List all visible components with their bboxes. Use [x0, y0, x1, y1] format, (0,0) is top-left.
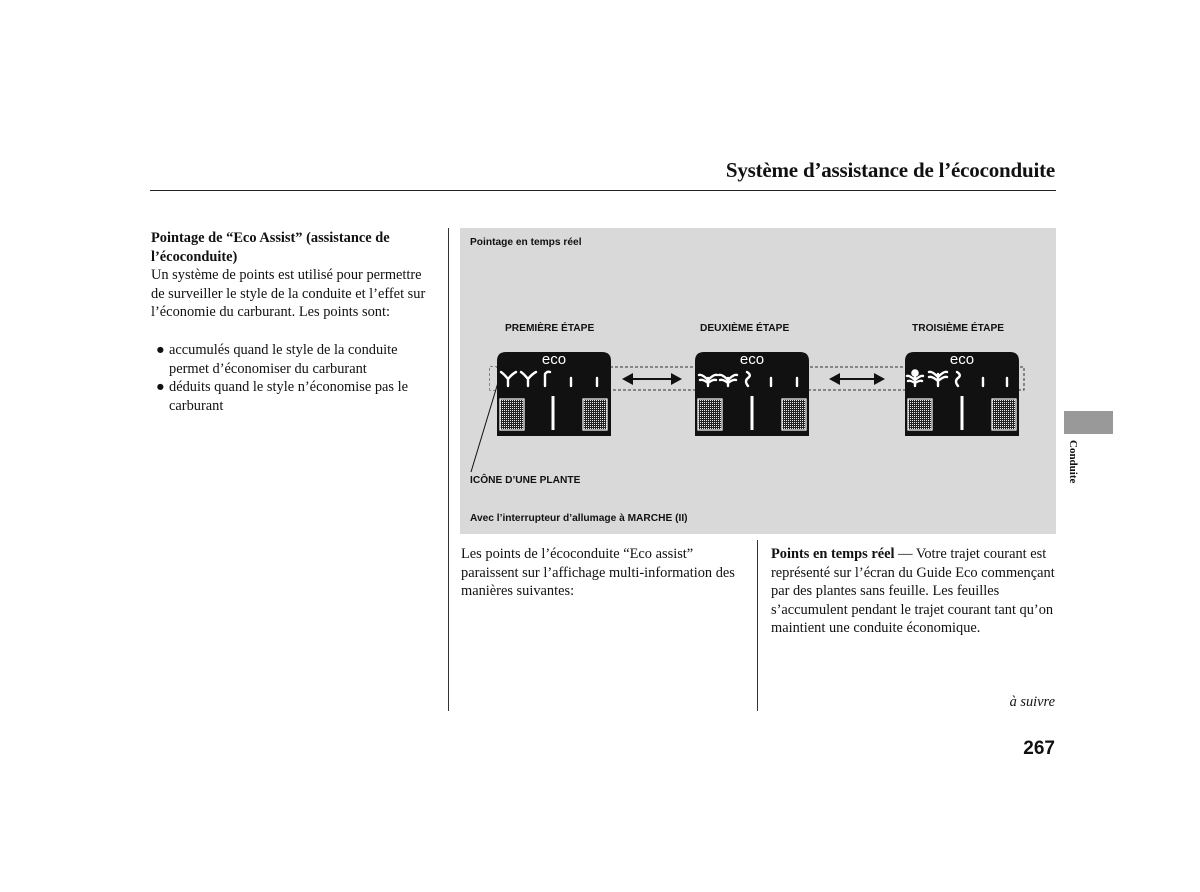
body-left-text	[461, 545, 746, 601]
eco-display-stage-3	[905, 351, 1019, 436]
section-tab-label: Conduite	[1067, 440, 1079, 484]
realtime-points-heading: Points en temps réel	[771, 546, 895, 562]
body-right-text	[771, 545, 1061, 638]
eco-display-stage-1	[490, 351, 611, 436]
eco-display-stage-2	[695, 351, 809, 436]
list-item	[151, 341, 436, 378]
double-arrow-icon	[622, 373, 682, 385]
bullet-icon: ●	[156, 379, 165, 396]
section-heading: Pointage de “Eco Assist” (assistance de l’écoconduite)	[151, 230, 390, 265]
section-tab	[1064, 411, 1113, 434]
em-dash: —	[894, 546, 916, 562]
plant-icon-callout-line	[471, 376, 500, 472]
list-item-text: accumulés quand le style de la conduite permet d’économiser du carburant	[169, 341, 398, 377]
points-list	[151, 341, 436, 415]
eco-display-diagram	[460, 228, 1056, 534]
stage-label-3: TROISIÈME ÉTAPE	[912, 323, 1005, 334]
page-number: 267	[1023, 738, 1055, 759]
section-intro: Un système de points est utilisé pour permettre de surveiller le style de la conduite et l’effet sur l’économie du carburant. Les points sont:	[151, 267, 426, 321]
continued-note: à suivre	[1009, 694, 1055, 710]
stage-label-1: PREMIÈRE ÉTAPE	[505, 323, 595, 334]
stage-label-2: DEUXIÈME ÉTAPE	[700, 323, 790, 334]
figure-caption-bottom: Avec l’interrupteur d’allumage à MARCHE (II)	[470, 513, 688, 524]
eco-label: eco	[541, 351, 567, 368]
column-divider	[757, 540, 758, 711]
list-item	[151, 378, 436, 415]
eco-display-figure	[460, 228, 1056, 534]
eco-label: eco	[739, 351, 765, 368]
list-item-text: déduits quand le style n’économise pas le carburant	[169, 379, 408, 414]
double-arrow-icon	[829, 373, 885, 385]
left-column	[151, 229, 436, 415]
body-paragraph: Les points de l’écoconduite “Eco assist” paraissent sur l’affichage multi-information des manières suivantes:	[461, 546, 735, 600]
figure-caption-top: Pointage en temps réel	[470, 237, 582, 248]
realtime-points-text: Votre trajet courant est représenté sur l’écran du Guide Eco commençant par des plantes sans feuille. Les feuilles s’accumulent pendant le trajet courant tant qu’on maintient une conduite économique.	[771, 546, 1055, 637]
body-paragraph	[771, 545, 1061, 638]
page-title: Système d’assistance de l’écoconduite	[725, 158, 1055, 182]
column-divider	[448, 228, 449, 711]
eco-label: eco	[949, 351, 975, 368]
bullet-icon: ●	[156, 341, 165, 358]
plant-icon-callout-label: ICÔNE D’UNE PLANTE	[470, 475, 581, 486]
title-divider	[150, 190, 1056, 191]
